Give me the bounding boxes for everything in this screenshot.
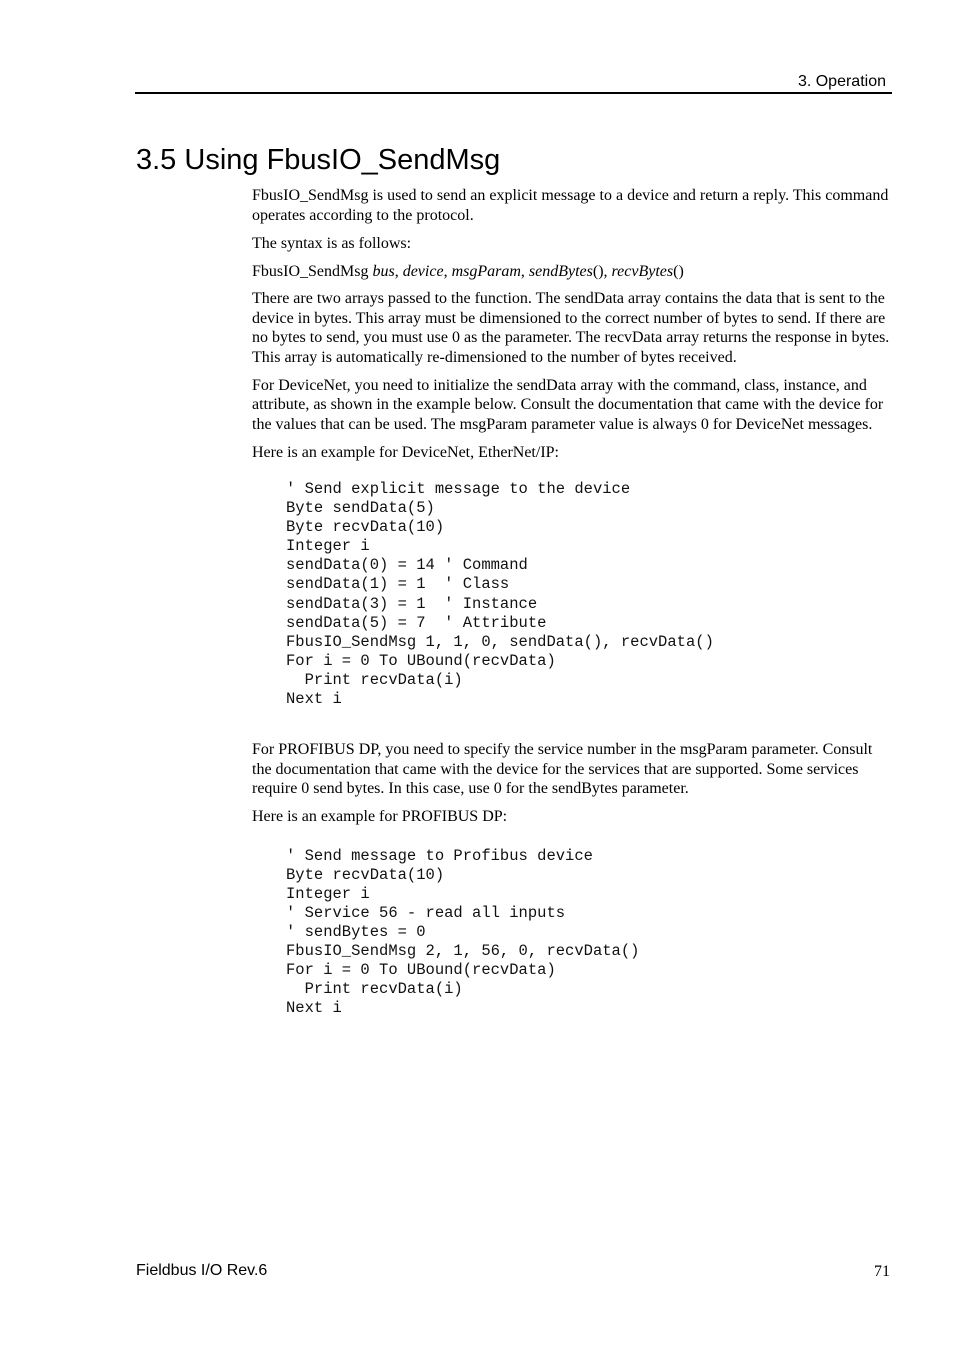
running-header: 3. Operation (797, 73, 886, 90)
body-content (252, 186, 894, 1018)
code-example-devicenet: ' Send explicit message to the device Byte sendData(5) Byte recvData(10) Integer i sendData(0) = 14 ' Command sendData(1) = 1 ' Class sendData(3) = 1 ' Instance sendData(5) = 7 ' Attribute FbusIO_SendMsg 1, 1, 0, sendData(), recvData() For i = 0 To UBound(recvData) Print recvData(i) Next i (286, 480, 714, 709)
section-title: 3.5 Using FbusIO_SendMsg (136, 144, 501, 176)
page-number: 71 (874, 1263, 890, 1280)
syntax-param-recvbytes: recvBytes (611, 262, 674, 280)
profibus-paragraph: For PROFIBUS DP, you need to specify the service number in the msgParam parameter. Consult the documentation that came with the device for the services that are supported. Some services require 0 send bytes. In this case, use 0 for the sendBytes parameter. (252, 741, 873, 798)
code-example-profibus: ' Send message to Profibus device Byte recvData(10) Integer i ' Service 56 - read all inputs ' sendBytes = 0 FbusIO_SendMsg 2, 1, 56, 0, recvData() For i = 0 To UBound(recvData) Print recvData(i) Next i (286, 846, 640, 1018)
syntax-intro: The syntax is as follows: (252, 234, 412, 252)
example1-intro: Here is an example for DeviceNet, EtherNet/IP: (252, 443, 559, 461)
syntax-separator: , (443, 262, 452, 280)
footer-doc-title: Fieldbus I/O Rev.6 (136, 1262, 268, 1279)
syntax-param-msgparam: msgParam (451, 262, 521, 280)
arrays-paragraph: There are two arrays passed to the function. The sendData array contains the data that is sent to the device in bytes. This array must be dimensioned to the correct number of bytes to send. If there are no bytes to send, you must use 0 as the parameter. The recvData array returns the response in bytes. This array is automatically re-dimensioned to the number of bytes received. (252, 290, 890, 366)
syntax-param-device: device (402, 262, 444, 280)
syntax-line (252, 262, 894, 282)
devicenet-paragraph: For DeviceNet, you need to initialize the sendData array with the command, class, instance, and attribute, as shown in the example below. Consult the documentation that came with the device for the values that can be used. The msgParam parameter value is always 0 for DeviceNet messages. (252, 376, 884, 433)
syntax-param-bus: bus (372, 262, 395, 280)
syntax-separator: , (520, 262, 529, 280)
intro-paragraph: FbusIO_SendMsg is used to send an explicit message to a device and return a reply. This command operates according to the protocol. (252, 187, 889, 224)
example2-intro: Here is an example for PROFIBUS DP: (252, 808, 508, 826)
header-divider (135, 92, 892, 94)
syntax-command: FbusIO_SendMsg (252, 262, 373, 280)
syntax-param-sendbytes: sendBytes (528, 262, 593, 280)
syntax-separator: () (673, 262, 684, 280)
syntax-separator: (), (592, 262, 612, 280)
syntax-separator: , (394, 262, 403, 280)
